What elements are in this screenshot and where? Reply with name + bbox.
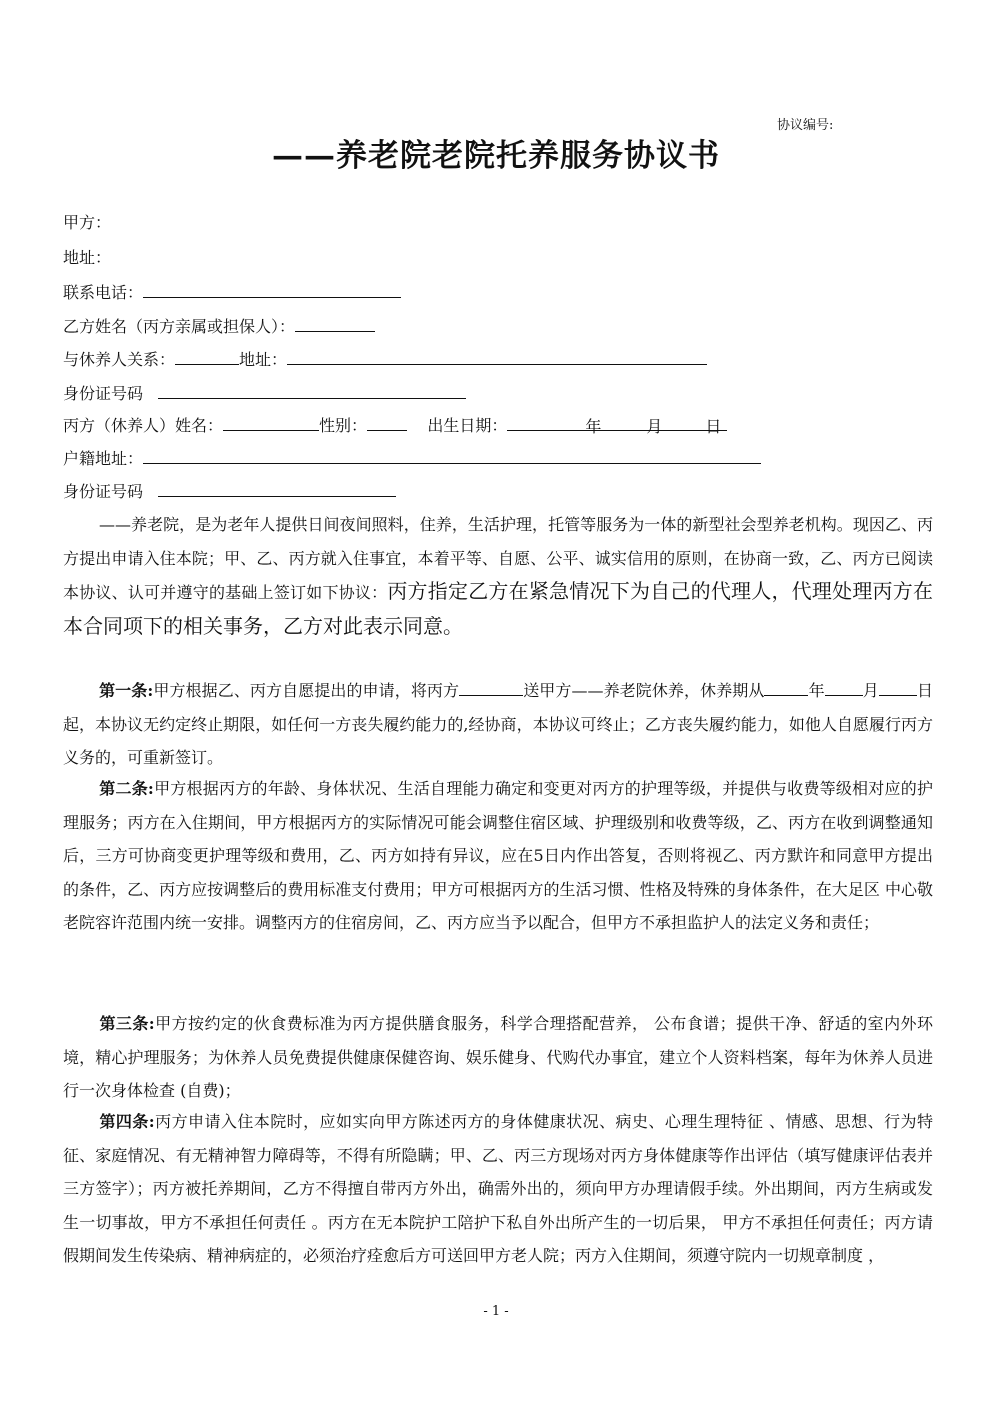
- party-c-name-label: 丙方（休养人）姓名：: [63, 416, 224, 435]
- article-2: [63, 772, 933, 940]
- article-1-blank-day: [879, 694, 917, 696]
- article-1-text-1: 甲方根据乙、丙方自愿提出的申请，将丙方: [153, 681, 460, 700]
- party-a-line: [63, 210, 111, 233]
- gender-blank: [367, 414, 407, 431]
- article-2-label: 第二条:: [99, 779, 154, 798]
- household-blank: [143, 447, 761, 464]
- article-4-text: 丙方申请入住本院时，应如实向甲方陈述丙方的身体健康状况、病史、心理生理特征 、情感、思想、行为特征、家庭情况、有无精神智力障碍等，不得有所隐瞒；甲、乙、丙三方现场对丙方身体健康等作出评估（填写健康评估表并三方签字）；丙方被托养期间，乙方不得擅自带丙方外出，确需外出的，须向甲方办理请假手续。外出期间，丙方生病或发生一切事故，甲方不承担任何责任 。丙方在无本院护工陪护下私自外出所产生的一切后果， 甲方不承担任何责任；丙方请假期间发生传染病、精神病症的，必须治疗痊愈后方可送回甲方老人院；丙方入住期间，须遵守院内一切规章制度 ，: [63, 1112, 933, 1266]
- intro-big-text: 丙方指定乙方在紧急情况下为自己的代理人，代理处理丙方在本合同项下的相关事务，乙方对此表示同意。: [63, 579, 933, 638]
- party-b-name-label: 乙方姓名（丙方亲属或担保人）：: [63, 317, 296, 336]
- address-line: [63, 245, 111, 268]
- article-1-blank-start: [764, 694, 808, 696]
- party-b-line: [63, 314, 375, 337]
- id-c-blank: [158, 480, 396, 497]
- agreement-number-label: 协议编号:: [777, 118, 834, 133]
- birth-day-label: 日: [705, 417, 722, 436]
- relation-address-blank: [287, 348, 707, 365]
- party-c-name-blank: [223, 414, 319, 431]
- article-1-blank-name: [459, 694, 523, 696]
- id-c-line: [63, 479, 396, 502]
- relation-blank: [175, 348, 239, 365]
- article-1-text-2: 送甲方——养老院休养，休养期从: [523, 681, 765, 700]
- relation-label: 与休养人关系：: [63, 350, 176, 369]
- page-title: ——养老院老院托养服务协议书: [272, 138, 720, 174]
- party-c-line: [63, 413, 727, 436]
- birth-blank: [507, 414, 727, 436]
- relation-line: [63, 347, 707, 370]
- party-b-name-blank: [295, 315, 375, 332]
- article-3-text: 甲方按约定的伙食费标准为丙方提供膳食服务，科学合理搭配营养， 公布食谱；提供干净、舒适的室内外环境，精心护理服务；为休养人员免费提供健康保健咨询、娱乐健身、代购代办事宜，建立个人资料档案，每年为休养人员进行一次身体检查 (自费)；: [63, 1014, 933, 1101]
- id-b-line: [63, 381, 466, 404]
- article-4: [63, 1105, 933, 1273]
- birth-month-label: 月: [646, 417, 663, 436]
- birth-year-label: 年: [585, 417, 602, 436]
- address-label: 地址：: [63, 248, 112, 267]
- party-a-label: 甲方：: [63, 213, 112, 232]
- article-1-blank-month: [825, 694, 863, 696]
- article-4-label: 第四条:: [99, 1112, 155, 1131]
- article-1-year: 年: [808, 681, 825, 700]
- household-line: [63, 446, 761, 469]
- article-1-text-3: 日起，本协议无约定终止期限，如任何一方丧失履约能力的,经协商，本协议可终止；乙方丧失履约能力，如他人自愿履行丙方义务的，可重新签订。: [63, 681, 933, 768]
- id-b-label: 身份证号码: [63, 384, 144, 403]
- article-1: [63, 674, 933, 775]
- phone-line: [63, 280, 401, 303]
- birth-label: 出生日期：: [427, 416, 508, 435]
- article-1-label: 第一条:: [99, 681, 154, 700]
- intro-text: ——养老院，是为老年人提供日间夜间照料，住养，生活护理，托管等服务为一体的新型社会型养老机构。现因乙、丙方提出申请入住本院；甲、乙、丙方就入住事宜，本着平等、自愿、公平、诚实信用的原则，在协商一致，乙、丙方已阅读本协议、认可并遵守的基础上签订如下协议：: [63, 515, 933, 603]
- phone-label: 联系电话：: [63, 283, 144, 302]
- page-number: - 1 -: [483, 1304, 509, 1319]
- phone-blank: [143, 281, 401, 298]
- id-c-label: 身份证号码: [63, 482, 144, 501]
- intro-paragraph: [63, 508, 933, 644]
- article-2-text: 甲方根据丙方的年龄、身体状况、生活自理能力确定和变更对丙方的护理等级，并提供与收费等级相对应的护理服务；丙方在入住期间，甲方根据丙方的实际情况可能会调整住宿区域、护理级别和收费等级，乙、丙方在收到调整通知后，三方可协商变更护理等级和费用，乙、丙方如持有异议，应在5日内作出答复，否则将视乙、丙方默许和同意甲方提出的条件，乙、丙方应按调整后的费用标准支付费用；甲方可根据丙方的生活习惯、性格及特殊的身体条件，在大足区 中心敬老院容许范围内统一安排。调整丙方的住宿房间，乙、丙方应当予以配合，但甲方不承担监护人的法定义务和责任；: [63, 779, 933, 933]
- relation-address-label: 地址：: [239, 350, 288, 369]
- article-1-month: 月: [862, 681, 879, 700]
- gender-label: 性别：: [319, 416, 368, 435]
- household-label: 户籍地址：: [63, 449, 144, 468]
- article-3-label: 第三条:: [99, 1014, 155, 1033]
- article-3: [63, 1007, 933, 1108]
- id-b-blank: [158, 382, 466, 399]
